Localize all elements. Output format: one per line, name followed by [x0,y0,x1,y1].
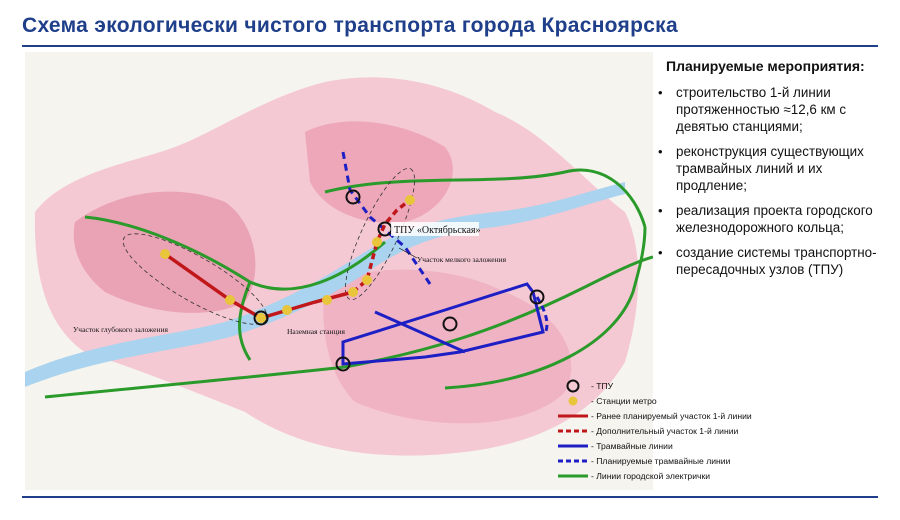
title-rule [22,45,878,47]
metro-station [372,237,382,247]
metro-station [348,287,358,297]
blue-line-icon [555,442,591,450]
red-line-icon [555,412,591,420]
shallow-section-label: Участок мелкого заложения [417,255,507,264]
green-line-icon [555,472,591,480]
metro-station [405,195,415,205]
red-dash-icon [555,427,591,435]
legend-label: - Планируемые трамвайные линии [591,455,731,466]
measure-text: строительство 1-й линии протяженностью ≈12,6 км с девятью станциями; [676,85,847,134]
planned-measures-panel [658,58,890,286]
footer-rule [22,496,878,498]
map-legend [555,378,765,483]
legend-item-rail [555,468,765,483]
metro-station [225,295,235,305]
legend-label: - Линии городской электрички [591,470,711,481]
bullet-icon: • [658,203,663,218]
legend-item-planned-tram [555,453,765,468]
legend-label: - Трамвайные линии [591,440,673,451]
legend-item-planned-metro [555,408,765,423]
blue-dash-icon [555,457,591,465]
panel-heading: Планируемые мероприятия: [666,58,865,74]
legend-item-station [555,393,765,408]
legend-item-additional-metro [555,423,765,438]
page-title: Схема экологически чистого транспорта города Красноярска [22,14,678,37]
legend-label: - Станции метро [591,395,657,406]
station-dot-icon [555,394,591,408]
measure-text: создание системы транспортно-пересадочных узлов (ТПУ) [676,245,877,277]
bullet-icon: • [658,245,663,260]
tpu-ring-icon [555,379,591,393]
metro-station [282,305,292,315]
metro-station [322,295,332,305]
tpu-oktyabrskaya-label: ТПУ «Октябрьская» [394,225,481,236]
measure-item [658,84,890,135]
legend-label: - ТПУ [591,380,614,391]
legend-label: - Дополнительный участок 1-й линии [591,425,739,436]
ground-station-label: Наземная станция [287,327,345,336]
metro-station [362,275,372,285]
measure-item [658,143,890,194]
measure-item [658,202,890,236]
legend-label: - Ранее планируемый участок 1-й линии [591,410,752,421]
measure-text: реконструкция существующих трамвайных линий и их продление; [676,144,864,193]
legend-item-tpu [555,378,765,393]
legend-item-tram [555,438,765,453]
bullet-icon: • [658,144,663,159]
bullet-icon: • [658,85,663,100]
metro-station [256,313,266,323]
deep-section-label: Участок глубокого заложения [73,325,168,334]
measure-item [658,244,890,278]
metro-station [160,249,170,259]
measure-text: реализация проекта городского железнодорожного кольца; [676,203,873,235]
